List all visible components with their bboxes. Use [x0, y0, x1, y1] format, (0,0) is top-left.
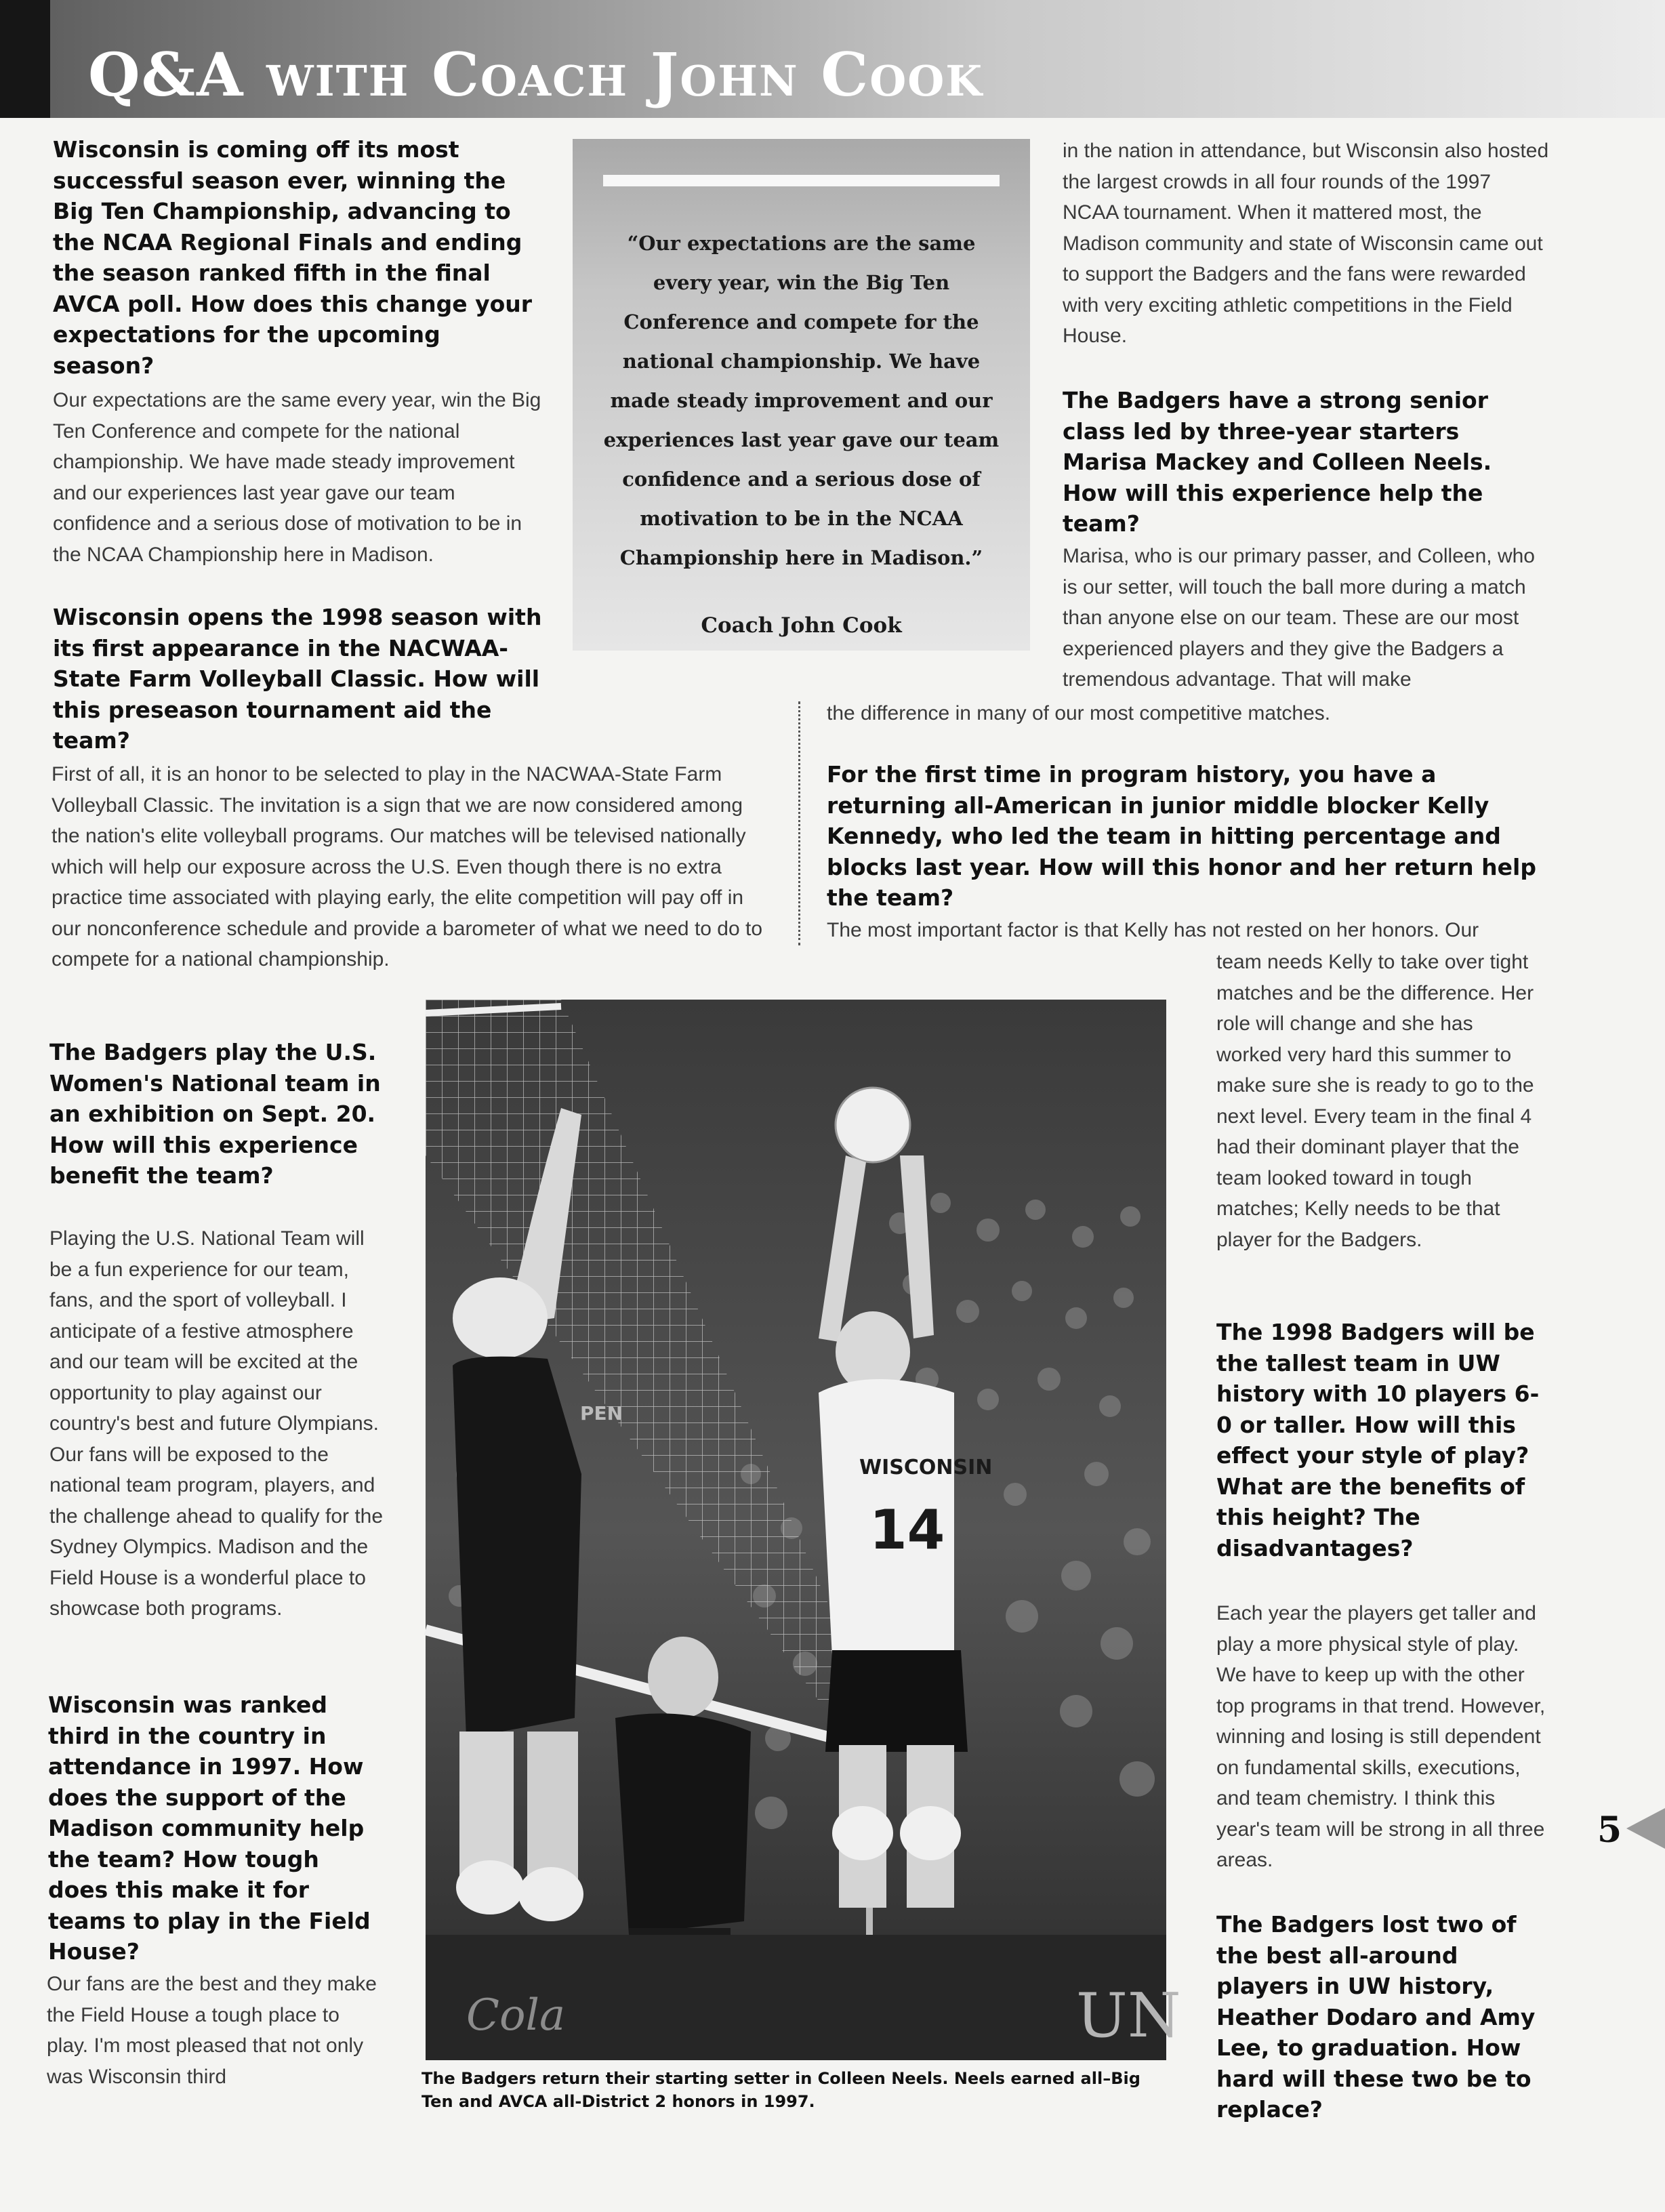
pull-quote-attribution: Coach John Cook: [701, 613, 902, 638]
question-5: The Badgers have a strong senior class led by three-year starters Marisa Mackey and Colleen Neels. How will this experience help the team?: [1063, 387, 1492, 537]
photo-caption: The Badgers return their starting setter in Colleen Neels. Neels earned all–Big Ten and AVCA all-District 2 honors in 1997.: [422, 2069, 1140, 2111]
question-4: Wisconsin was ranked third in the country in attendance in 1997. How does the support of the Madison community help the team? How tough does this make it for teams to play in the Field House?: [48, 1692, 371, 1965]
page-arrow-icon: [1626, 1808, 1665, 1849]
question-6: For the first time in program history, you have a returning all-American in junior middle blocker Kelly Kennedy, who led the team in hitting percentage and blocks last year. How will this honor and her return help the team?: [827, 761, 1536, 911]
ad-text: Cola: [466, 1990, 566, 2041]
banner-black-block: [0, 0, 50, 118]
answer-3: Playing the U.S. National Team will be a fun experience for our team, fans, and the sport of volleyball. I anticipate of a festive atmosphere and our team will be excited at the opportunity to play against our country's best and future Olympians. Our fans will be exposed to the national team program, players, and the challenge ahead to qualify for the Sydney Olympics. Madison and the Field House is a wonderful place to showcase both programs.: [49, 1227, 384, 1620]
answer-6-part-2: team needs Kelly to take over tight matches and be the difference. Her role will change and she has worked very hard this summer to make sure she is ready to go to the next level. Every team in the final 4 had their dominant player that the team looked toward in tough matches; Kelly needs to be that player for the Badgers.: [1216, 951, 1534, 1251]
answer-7: Each year the players get taller and play a more physical style of play. We have to keep up with the other top programs in that trend. However, winning and losing is still dependent on fundamental skills, executions, and team chemistry. I think this year's team will be strong in all three areas.: [1216, 1602, 1546, 1871]
setter-jersey-number: 14: [869, 1498, 945, 1561]
answer-4-part-2: in the nation in attendance, but Wisconsin also hosted the largest crowds in all four rounds of the 1997 NCAA tournament. When it mattered most, the Madison community and state of Wisconsin came out to support the Badgers and the fans were rewarded with very exciting athletic competitions in the Field House.: [1063, 140, 1549, 347]
answer-4-part-1: Our fans are the best and they make the Field House a tough place to play. I'm most pleased that not only was Wisconsin third: [47, 1973, 377, 2088]
pull-quote-bar: [603, 175, 1000, 186]
page-title: Q&A with Coach John Cook: [88, 39, 984, 110]
answer-1: Our expectations are the same every year, win the Big Ten Conference and compete for the national championship. We have made steady improvement and our experiences last year gave our team confidence and a serious dose of motivation to be in the NCAA Championship here in Madison.: [53, 389, 541, 566]
question-7: The 1998 Badgers will be the tallest team in UW history with 10 players 6-0 or taller. How will this effect your style of play? What are the benefits of this height? The disadvantages?: [1216, 1319, 1540, 1561]
answer-5-part-1: Marisa, who is our primary passer, and Colleen, who is our setter, will touch the ball more during a match than anyone else on our team. These are our most experienced players and they give the Badgers a tremendous advantage. That will make: [1063, 545, 1535, 691]
answer-5-part-2: the difference in many of our most competitive matches.: [827, 702, 1331, 724]
answer-6-part-1: The most important factor is that Kelly has not rested on her honors. Our: [827, 919, 1479, 941]
question-3: The Badgers play the U.S. Women's National team in an exhibition on Sept. 20. How will this experience benefit the team?: [49, 1039, 381, 1189]
column-divider: [798, 701, 800, 945]
title-banner: [0, 0, 1665, 118]
question-8: The Badgers lost two of the best all-around players in UW history, Heather Dodaro and Amy Lee, to graduation. How hard will these two be to replace?: [1216, 1911, 1536, 2123]
question-1: Wisconsin is coming off its most successful season ever, winning the Big Ten Championship, advancing to the NCAA Regional Finals and ending the season ranked fifth in the final AVCA poll. How does this change your expectations for the upcoming season?: [53, 136, 533, 379]
answer-2: First of all, it is an honor to be selected to play in the NACWAA-State Farm Volleyball Classic. The invitation is a sign that we are now considered among the nation's elite volleyball programs. Our matches will be televised nationally which will help our exposure across the U.S. Even though there is no extra practice time associated with playing early, the elite competition will pay off in our nonconference schedule and provide a barometer of what we need to do to compete for a national championship.: [52, 763, 763, 970]
pull-quote-box: [573, 139, 1030, 651]
arena-sign-text: UN: [1076, 1980, 1181, 2051]
pull-quote-text: “Our expectations are the same every year, win the Big Ten Conference and compete for the national championship. We have made steady improvement and our experiences last year gave our team confidence and a serious dose of motivation to be in the NCAA Championship here in Madison.”: [603, 232, 1000, 569]
opponent-jersey-text: PEN: [580, 1402, 623, 1425]
page-number: 5: [1597, 1809, 1622, 1851]
setter-jersey-text: WISCONSIN: [859, 1456, 993, 1479]
question-2: Wisconsin opens the 1998 season with its first appearance in the NACWAA-State Farm Volleyball Classic. How will this preseason tournament aid the team?: [53, 604, 542, 754]
volleyball-photo: [426, 1000, 1181, 2060]
